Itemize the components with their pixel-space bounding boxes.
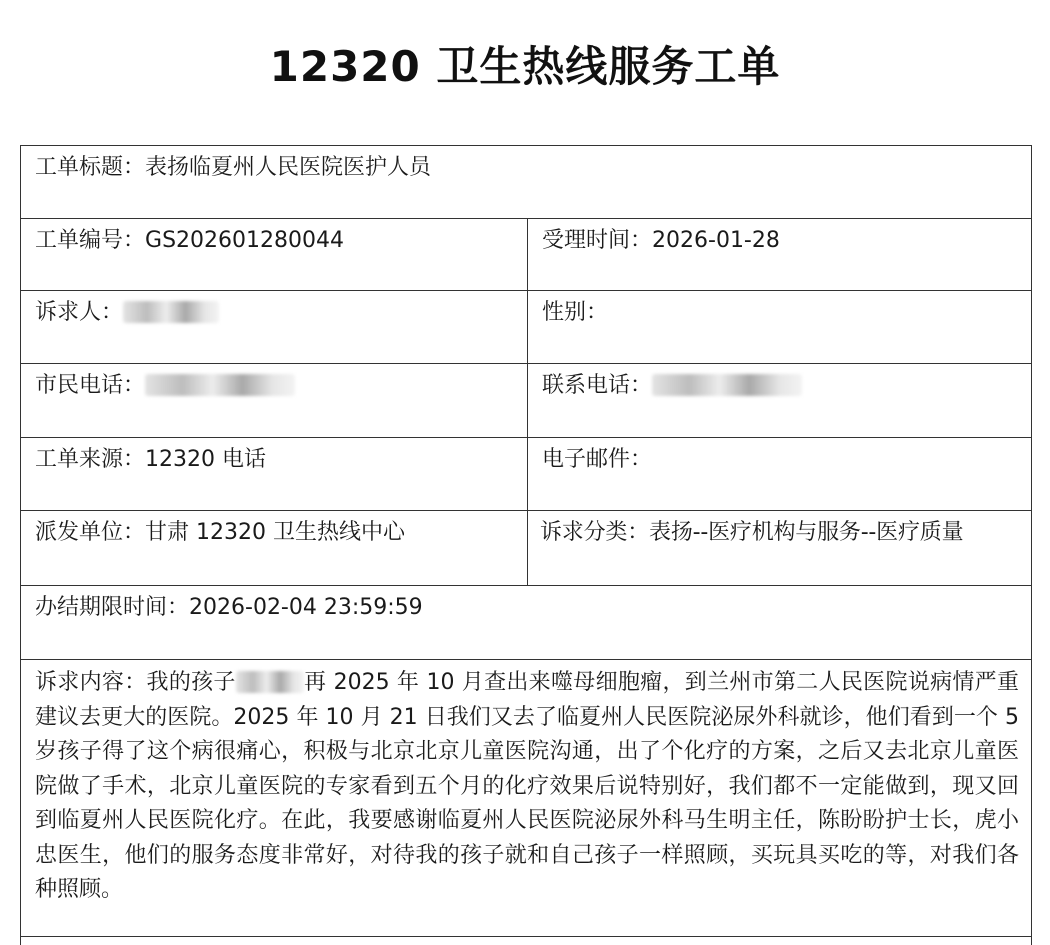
contact-phone-label: 联系电话： <box>542 373 653 398</box>
deadline-cell <box>21 586 1031 659</box>
subject-label: 工单标题： <box>35 155 146 180</box>
deadline-value: 2026-02-04 23:59:59 <box>189 595 423 620</box>
redacted-citizen-phone <box>145 374 295 396</box>
order-no-label: 工单编号： <box>35 228 146 253</box>
category-value: 表扬--医疗机构与服务--医疗质量 <box>649 520 964 545</box>
row-phone <box>21 364 1031 438</box>
dispatch-value: 甘肃 12320 卫生热线中心 <box>145 520 405 545</box>
content-label: 诉求内容： <box>35 670 147 695</box>
order-no-cell <box>21 219 527 290</box>
dispatch-cell <box>21 511 527 585</box>
complainant-cell <box>21 291 527 363</box>
row-deadline <box>21 586 1031 660</box>
row-subject <box>21 146 1031 219</box>
deadline-label: 办结期限时间： <box>35 595 190 620</box>
gender-label: 性别： <box>542 300 609 325</box>
complainant-label: 诉求人： <box>35 300 124 325</box>
category-cell <box>527 511 1031 585</box>
order-no-value: GS202601280044 <box>145 228 344 253</box>
content-text <box>35 666 1019 908</box>
subject-cell <box>21 146 1031 218</box>
redacted-child-name <box>236 671 304 693</box>
redacted-contact-phone <box>652 374 802 396</box>
work-order-form <box>20 145 1032 945</box>
redacted-name <box>123 301 219 323</box>
email-cell <box>527 438 1031 510</box>
row-complainant <box>21 291 1031 364</box>
source-cell <box>21 438 527 510</box>
subject-value: 表扬临夏州人民医院医护人员 <box>145 155 432 180</box>
citizen-phone-label: 市民电话： <box>35 373 146 398</box>
content-part2: 再 2025 年 10 月查出来噬母细胞瘤，到兰州市第二人民医院说病情严重建议去更大的医院。2025 年 10 月 21 日我们又去了临夏州人民医院泌尿外科就诊，他们看到一个 5 岁孩子得了这个病很痛心，积极与北京北京儿童医院沟通，出了个化疗的方案，之后又去北京儿童医院做了手术，北京儿童医院的专家看到五个月的化疗效果后说特别好，我们都不一定能做到，现又回到临夏州人民医院化疗。在此，我要感谢临夏州人民医院泌尿外科马生明主任，陈盼盼护士长，虎小忠医生，他们的服务态度非常好，对待我的孩子就和自己孩子一样照顾，买玩具买吃的等，对我们各种照顾。 <box>35 670 1019 902</box>
source-value: 12320 电话 <box>145 447 266 472</box>
page-title: 12320 卫生热线服务工单 <box>269 42 781 91</box>
category-label: 诉求分类： <box>540 520 650 545</box>
email-label: 电子邮件： <box>542 447 653 472</box>
dispatch-label: 派发单位： <box>35 520 146 545</box>
source-label: 工单来源： <box>35 447 146 472</box>
row-dispatch <box>21 511 1031 586</box>
content-part1: 我的孩子 <box>146 670 236 695</box>
row-order-no <box>21 219 1031 291</box>
gender-cell <box>527 291 1031 363</box>
row-content <box>21 660 1031 937</box>
accept-time-label: 受理时间： <box>542 228 653 253</box>
contact-phone-cell <box>527 364 1031 437</box>
citizen-phone-cell <box>21 364 527 437</box>
accept-time-cell <box>527 219 1031 290</box>
row-source <box>21 438 1031 511</box>
accept-time-value: 2026-01-28 <box>652 228 780 253</box>
